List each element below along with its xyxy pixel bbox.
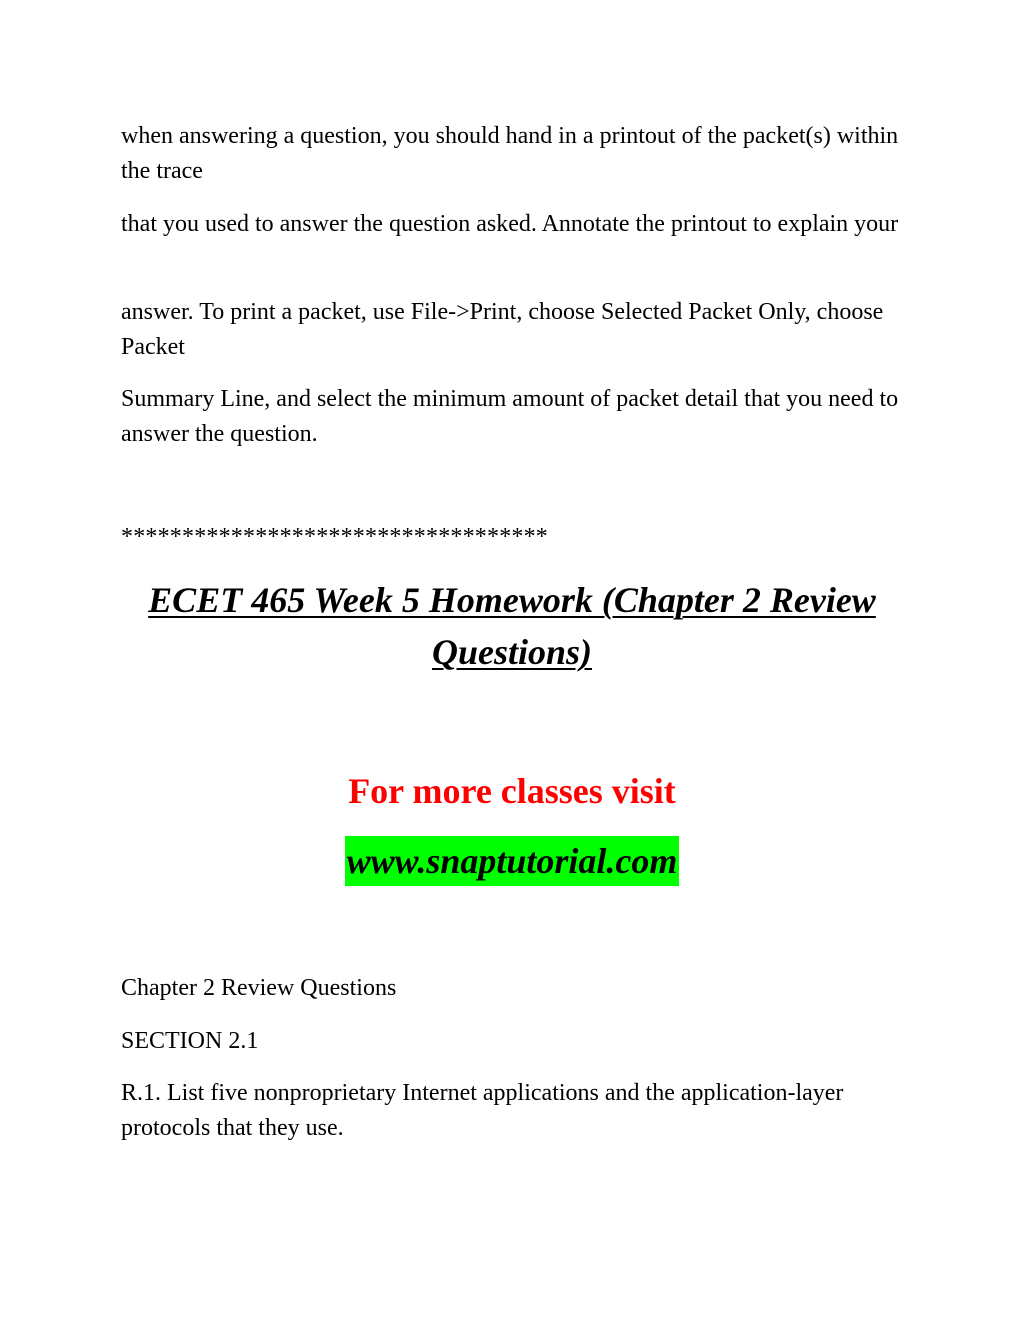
promo-link[interactable]: www.snaptutorial.com xyxy=(345,836,680,886)
chapter-title: Chapter 2 Review Questions xyxy=(121,975,397,1001)
intro-paragraph-2: that you used to answer the question asked. Annotate the printout to explain your xyxy=(121,211,899,237)
promo-link-wrapper xyxy=(0,836,1024,886)
review-question-1: R.1. List five nonproprietary Internet applications and the application-layer protocols that they use. xyxy=(121,1080,844,1141)
promo-text: For more classes visit xyxy=(348,771,676,811)
separator-stars: *********************************** xyxy=(121,524,548,550)
page-title: ECET 465 Week 5 Homework (Chapter 2 Review Questions) xyxy=(148,580,876,672)
intro-paragraph-4: Summary Line, and select the minimum amount of packet detail that you need to answer the question. xyxy=(121,386,899,447)
intro-paragraph-1: when answering a question, you should hand in a printout of the packet(s) within the trace xyxy=(121,123,899,184)
intro-paragraph-3: answer. To print a packet, use File->Print, choose Selected Packet Only, choose Packet xyxy=(121,299,884,360)
section-heading: SECTION 2.1 xyxy=(121,1028,259,1054)
